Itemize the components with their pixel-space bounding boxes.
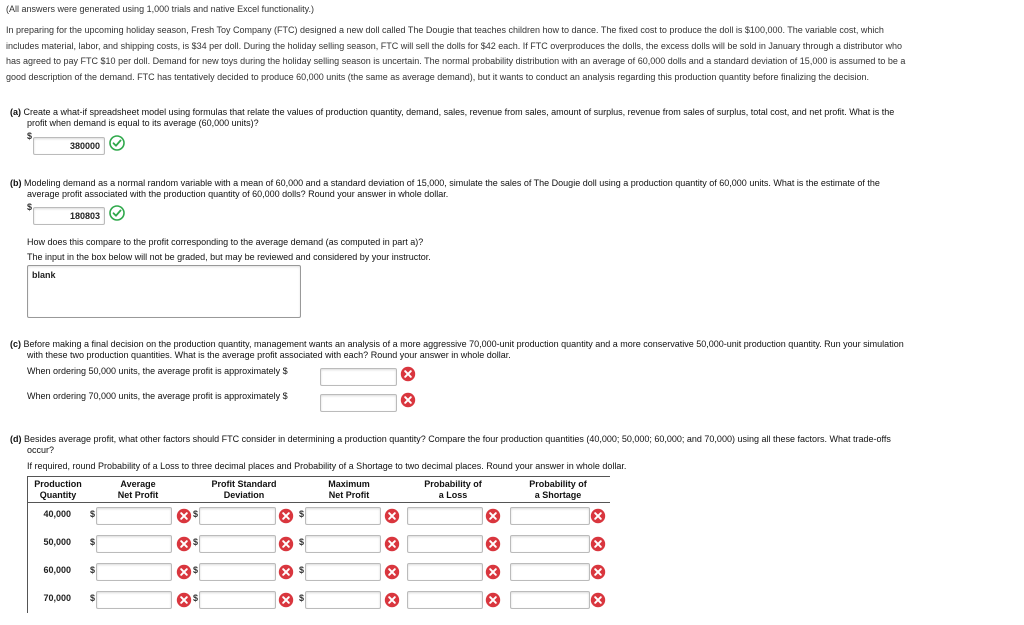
header-line: Production [34,479,82,489]
correct-check-icon [109,205,125,221]
part-c-line2: with these two production quantities. What is the average profit associated with each? Round your answer in whole dollar. [27,350,511,360]
header-line: a Loss [438,489,468,500]
avg-net-profit-input[interactable] [96,507,172,525]
prob-shortage-input[interactable] [510,507,590,525]
part-b-line2: average profit associated with the production quantity of 60,000 dolls? Round your answer in whole dollar. [27,189,449,199]
part-c-50k-question: When ordering 50,000 units, the average profit is approximately $ [27,366,288,376]
currency-symbol: $ [193,537,199,547]
problem-intro [6,23,1021,85]
currency-symbol: $ [193,593,199,603]
header-line: Profit Standard [211,479,277,489]
currency-symbol: $ [90,537,96,547]
part-c-50k-input[interactable] [320,368,397,386]
part-b-compare-question: How does this compare to the profit corresponding to the average demand (as computed in part a)? [27,237,424,247]
intro-line: In preparing for the upcoming holiday season, Fresh Toy Company (FTC) designed a new doll called The Dougie that teaches children how to dance. The fixed cost to produce the doll is $100,000. The variable cost, which [6,25,884,35]
prob-loss-input[interactable] [407,591,483,609]
avg-net-profit-input[interactable] [96,591,172,609]
part-d-line1: Besides average profit, what other factors should FTC consider in determining a production quantity? Compare the four production quantities (40,000; 50,000; 60,000; and 70,000) using all these factors. What trade-offs [24,434,891,444]
currency-symbol: $ [27,202,33,212]
part-c-question [10,339,904,350]
currency-symbol: $ [193,509,199,519]
header-probability-shortage [512,479,604,500]
part-c-70k-input[interactable] [320,394,397,412]
table-header-divider [27,502,610,503]
currency-symbol: $ [299,537,305,547]
profit-std-dev-input[interactable] [199,507,276,525]
header-production-quantity [27,479,89,500]
error-x-icon [384,536,400,552]
part-b-answer-input[interactable]: 180803 [33,207,105,225]
header-maximum-net-profit [312,479,386,500]
header-line: Net Profit [117,489,159,500]
max-net-profit-input[interactable] [305,591,381,609]
part-a-question [10,107,894,118]
error-x-icon [384,508,400,524]
header-line: Average [120,479,156,489]
error-x-icon [590,564,606,580]
error-x-icon [278,508,294,524]
profit-std-dev-input[interactable] [199,535,276,553]
avg-net-profit-input[interactable] [96,563,172,581]
row-production-quantity: 70,000 [43,593,71,603]
profit-std-dev-input[interactable] [199,591,276,609]
header-line: Probability of [529,479,587,489]
error-x-icon [176,508,192,524]
currency-symbol: $ [193,565,199,575]
header-average-net-profit [100,479,176,500]
part-a-answer-input[interactable]: 380000 [33,137,105,155]
prob-shortage-input[interactable] [510,591,590,609]
error-x-icon [485,592,501,608]
part-a-label: (a) [10,107,21,117]
error-x-icon [590,508,606,524]
correct-check-icon [109,135,125,151]
error-x-icon [400,392,416,408]
part-b-comment-textarea[interactable]: blank [27,265,301,318]
part-b-compare-note: The input in the box below will not be graded, but may be reviewed and considered by your instructor. [27,252,431,262]
header-line: Probability of [424,479,482,489]
intro-line: good description of the demand. FTC has tentatively decided to produce 60,000 units (the same as average demand), but it wants to conduct an analysis regarding this production quantity before finalizing the decision. [6,71,870,82]
row-production-quantity: 60,000 [43,565,71,575]
part-a-line2: profit when demand is equal to its average (60,000 units)? [27,118,259,128]
max-net-profit-input[interactable] [305,535,381,553]
profit-std-dev-input[interactable] [199,563,276,581]
part-d-label: (d) [10,434,22,444]
prob-loss-input[interactable] [407,535,483,553]
prob-loss-input[interactable] [407,563,483,581]
error-x-icon [384,592,400,608]
error-x-icon [485,564,501,580]
row-production-quantity: 50,000 [43,537,71,547]
part-c-label: (c) [10,339,21,349]
header-line: Maximum [328,479,370,489]
prob-shortage-input[interactable] [510,563,590,581]
max-net-profit-input[interactable] [305,563,381,581]
header-line: Net Profit [328,489,370,500]
part-c-70k-question: When ordering 70,000 units, the average profit is approximately $ [27,391,288,401]
intro-line: has agreed to pay FTC $10 per doll. Demand for new toys during the holiday selling season is uncertain. The normal probability distribution with an average of 60,000 dolls and a standard deviation of 15,000 is assumed to be a [6,56,906,66]
intro-line: includes material, labor, and shipping costs, is $34 per doll. During the holiday selling season, FTC will sell the dolls for $42 each. If FTC overproduces the dolls, the excess dolls will be sold in January through a distributor who [6,40,902,51]
part-b-label: (b) [10,178,22,188]
currency-symbol: $ [299,565,305,575]
currency-symbol: $ [90,509,96,519]
error-x-icon [176,564,192,580]
error-x-icon [400,366,416,382]
prob-shortage-input[interactable] [510,535,590,553]
max-net-profit-input[interactable] [305,507,381,525]
error-x-icon [176,536,192,552]
header-profit-std-dev [198,479,290,500]
error-x-icon [278,592,294,608]
table-top-border [27,476,610,477]
part-a-line1: Create a what-if spreadsheet model using formulas that relate the values of production quantity, demand, sales, revenue from sales, amount of surplus, revenue from sales of surplus, total cost, and net profit. What is the [23,107,895,117]
part-d-question [10,434,891,445]
error-x-icon [384,564,400,580]
prob-loss-input[interactable] [407,507,483,525]
error-x-icon [485,536,501,552]
row-production-quantity: 40,000 [43,509,71,519]
currency-symbol: $ [27,131,33,141]
currency-symbol: $ [299,593,305,603]
answers-note: (All answers were generated using 1,000 trials and native Excel functionality.) [6,4,314,14]
header-probability-loss [408,479,498,500]
error-x-icon [176,592,192,608]
header-line: Quantity [39,489,77,500]
currency-symbol: $ [299,509,305,519]
header-line: Deviation [223,489,265,500]
error-x-icon [278,564,294,580]
header-line: a Shortage [534,489,582,500]
error-x-icon [485,508,501,524]
currency-symbol: $ [90,565,96,575]
error-x-icon [590,592,606,608]
error-x-icon [590,536,606,552]
avg-net-profit-input[interactable] [96,535,172,553]
part-d-line2: occur? [27,445,55,455]
part-c-line1: Before making a final decision on the production quantity, management wants an analysis of a more aggressive 70,000-unit production quantity and a more conservative 50,000-unit production quantity. Run your simulation [23,339,904,349]
part-d-rounding-note: If required, round Probability of a Loss to three decimal places and Probability of a Shortage to two decimal places. Round your answer in whole dollar. [27,461,627,471]
part-b-line1: Modeling demand as a normal random variable with a mean of 60,000 and a standard deviation of 15,000, simulate the sales of The Dougie doll using a production quantity of 60,000 units. What is the estimate of the [24,178,880,188]
error-x-icon [278,536,294,552]
currency-symbol: $ [90,593,96,603]
part-b-question [10,178,880,189]
